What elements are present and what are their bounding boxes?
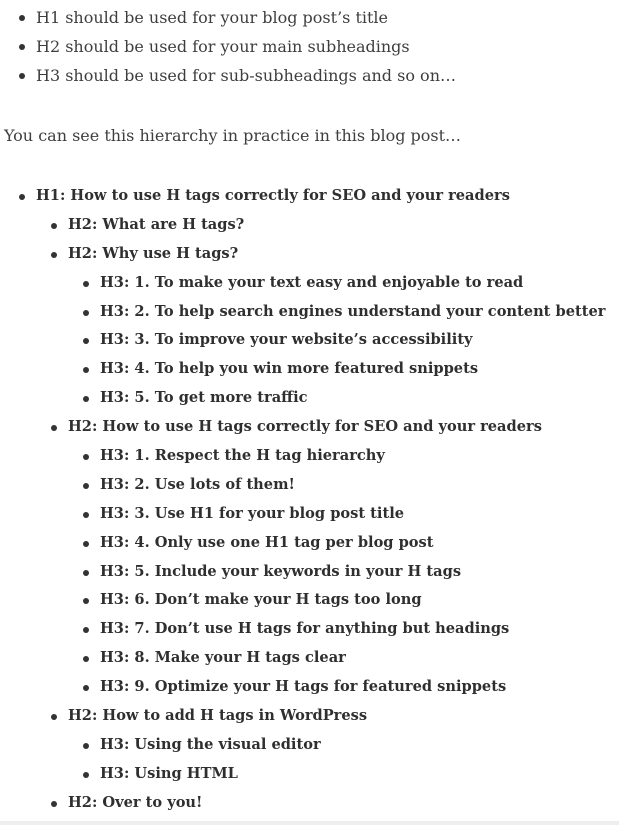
bullet-icon [83, 743, 89, 749]
bullet-icon [51, 252, 57, 258]
outline-item-text: H2: How to add H tags in WordPress [68, 707, 368, 725]
bullet-icon [83, 310, 89, 316]
outline-item-h3 [0, 586, 619, 615]
outline-item-text: H2: Over to you! [68, 793, 203, 811]
bullet-icon [51, 714, 57, 720]
bullet-icon [51, 425, 57, 431]
outline-item-h3 [0, 760, 619, 789]
outline-item-h3 [0, 500, 619, 529]
outline-item-h2 [0, 702, 619, 731]
outline-item-text: H3: 9. Optimize your H tags for featured snippets [100, 678, 507, 696]
bullet-icon [83, 598, 89, 604]
outline-item-text: H2: What are H tags? [68, 215, 245, 233]
outline-item-text: H3: 5. Include your keywords in your H tags [100, 562, 462, 580]
outline-item-h3 [0, 471, 619, 500]
outline-item-h3 [0, 298, 619, 327]
outline-item-h3 [0, 442, 619, 471]
outline-item-h2 [0, 789, 619, 818]
list-item [0, 61, 619, 90]
outline-item-text: H3: 2. Use lots of them! [100, 475, 295, 493]
outline-item-h3 [0, 615, 619, 644]
outline-item-text: H3: 3. To improve your website’s accessibility [100, 331, 473, 349]
bullet-icon [83, 367, 89, 373]
bullet-icon [51, 801, 57, 807]
intro-paragraph: You can see this hierarchy in practice in this blog post… [4, 126, 462, 145]
outline-item-text: H3: Using HTML [100, 764, 238, 782]
outline-item-text: H3: 1. Respect the H tag hierarchy [100, 447, 385, 465]
outline-item-text: H3: 4. Only use one H1 tag per blog post [100, 533, 434, 551]
outline-item-h3 [0, 529, 619, 558]
bullet-icon [83, 281, 89, 287]
list-item [0, 3, 619, 32]
outline-item-h3 [0, 731, 619, 760]
outline-item-h3 [0, 644, 619, 673]
outline-item-h2 [0, 211, 619, 240]
outline-item-text: H3: 8. Make your H tags clear [100, 649, 346, 667]
bullet-icon [83, 338, 89, 344]
outline-item-text: H3: 7. Don’t use H tags for anything but headings [100, 620, 510, 638]
bullet-icon [19, 194, 25, 200]
bullet-icon [83, 454, 89, 460]
bullet-icon [19, 44, 25, 50]
outline-item-h3 [0, 558, 619, 587]
outline-item-text: H2: How to use H tags correctly for SEO and your readers [68, 418, 542, 436]
outline-item-h2 [0, 240, 619, 269]
outline-item-text: H3: 3. Use H1 for your blog post title [100, 504, 405, 522]
outline-item-text: H3: 5. To get more traffic [100, 389, 308, 407]
bottom-edge [0, 821, 619, 825]
bullet-icon [83, 483, 89, 489]
bullet-icon [83, 541, 89, 547]
bullet-icon [83, 772, 89, 778]
outline-item-text: H3: 4. To help you win more featured snippets [100, 360, 479, 378]
list-item-text: H3 should be used for sub-subheadings and so on… [36, 66, 456, 85]
outline-item-text: H2: Why use H tags? [68, 244, 239, 262]
bullet-icon [19, 15, 25, 21]
bullet-icon [83, 396, 89, 402]
outline-item-h2 [0, 413, 619, 442]
outline-item-h3 [0, 384, 619, 413]
outline-item-text: H3: Using the visual editor [100, 735, 321, 753]
bullet-icon [83, 656, 89, 662]
outline-item-text: H3: 1. To make your text easy and enjoyable to read [100, 273, 524, 291]
outline-item-h1 [0, 182, 619, 211]
outline-item-h3 [0, 326, 619, 355]
bullet-icon [19, 73, 25, 79]
bullet-icon [83, 685, 89, 691]
bullet-icon [83, 627, 89, 633]
bullet-icon [51, 223, 57, 229]
outline-item-text: H3: 6. Don’t make your H tags too long [100, 591, 422, 609]
list-item-text: H1 should be used for your blog post’s title [36, 8, 389, 27]
outline-item-h3 [0, 355, 619, 384]
outline-item-h3 [0, 673, 619, 702]
outline-item-text: H1: How to use H tags correctly for SEO and your readers [36, 187, 510, 204]
bullet-icon [83, 570, 89, 576]
bullet-icon [83, 512, 89, 518]
heading-outline [0, 182, 619, 818]
list-item-text: H2 should be used for your main subheadings [36, 37, 410, 56]
heading-rules-list [0, 3, 619, 90]
outline-item-h3 [0, 269, 619, 298]
outline-item-text: H3: 2. To help search engines understand your content better [100, 302, 606, 320]
list-item [0, 32, 619, 61]
